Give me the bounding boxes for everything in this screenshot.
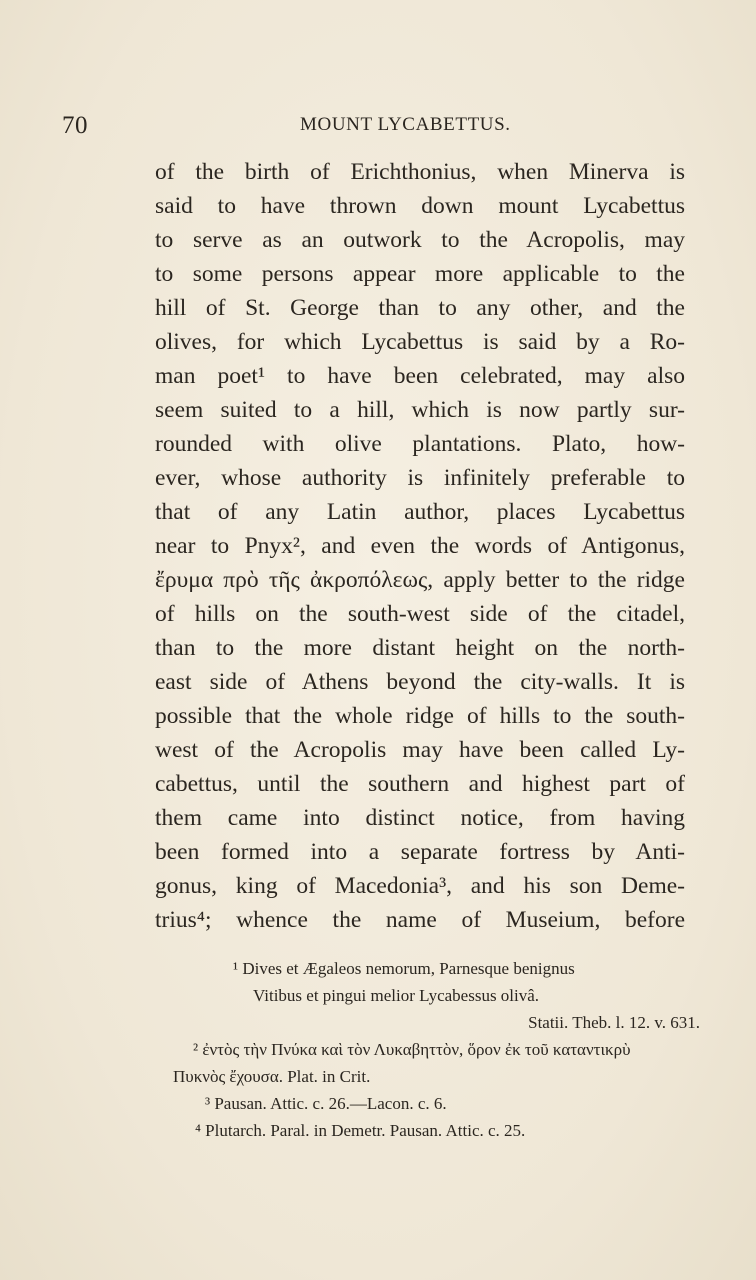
footnote-1-line-1: ¹ Dives et Ægaleos nemorum, Parnesque benignus	[233, 959, 575, 978]
text-line: of hills on the south-west side of the citadel,	[155, 601, 685, 627]
text-line: possible that the whole ridge of hills to the south-	[155, 703, 685, 729]
text-line: ever, whose authority is infinitely preferable to	[155, 465, 685, 491]
text-line: hill of St. George than to any other, and the	[155, 295, 685, 321]
text-line: to some persons appear more applicable to the	[155, 261, 685, 287]
running-title: MOUNT LYCABETTUS.	[300, 114, 511, 135]
text-line: cabettus, until the southern and highest part of	[155, 771, 685, 797]
text-line: west of the Acropolis may have been called Ly-	[155, 737, 685, 763]
text-line: been formed into a separate fortress by Anti-	[155, 839, 685, 865]
text-line: than to the more distant height on the north-	[155, 635, 685, 661]
footnotes	[155, 955, 700, 1144]
text-line: said to have thrown down mount Lycabettus	[155, 193, 685, 219]
text-line: ἔρυμα πρὸ τῆς ἀκροπόλεως, apply better to the ridge	[155, 567, 685, 593]
body-text	[155, 155, 685, 937]
text-line: gonus, king of Macedonia³, and his son Deme-	[155, 873, 685, 899]
text-line: that of any Latin author, places Lycabettus	[155, 499, 685, 525]
text-line: man poet¹ to have been celebrated, may also	[155, 363, 685, 389]
text-line: of the birth of Erichthonius, when Minerva is	[155, 159, 685, 185]
text-line: east side of Athens beyond the city-walls. It is	[155, 669, 685, 695]
footnote-2-line-2: Πυκνὸς ἔχουσα. Plat. in Crit.	[173, 1067, 371, 1086]
text-line: seem suited to a hill, which is now partly sur-	[155, 397, 685, 423]
text-line: olives, for which Lycabettus is said by a Ro-	[155, 329, 685, 355]
footnote-2-line-1: ² ἐντὸς τὴν Πνύκα καὶ τὸν Λυκαβηττὸν, ὅρον ἐκ τοῦ καταντικρὺ	[193, 1040, 631, 1059]
footnote-3: ³ Pausan. Attic. c. 26.—Lacon. c. 6.	[205, 1094, 447, 1113]
page-number: 70	[62, 112, 88, 139]
text-line: them came into distinct notice, from having	[155, 805, 685, 831]
text-line: rounded with olive plantations. Plato, how-	[155, 431, 685, 457]
footnote-1-citation: Statii. Theb. l. 12. v. 631.	[528, 1013, 700, 1032]
footnote-1-line-2: Vitibus et pingui melior Lycabessus olivâ.	[253, 986, 540, 1005]
text-line: near to Pnyx², and even the words of Antigonus,	[155, 533, 685, 559]
footnote-4: ⁴ Plutarch. Paral. in Demetr. Pausan. Attic. c. 25.	[195, 1121, 526, 1140]
text-line: to serve as an outwork to the Acropolis, may	[155, 227, 685, 253]
text-line: trius⁴; whence the name of Museium, before	[155, 907, 685, 933]
